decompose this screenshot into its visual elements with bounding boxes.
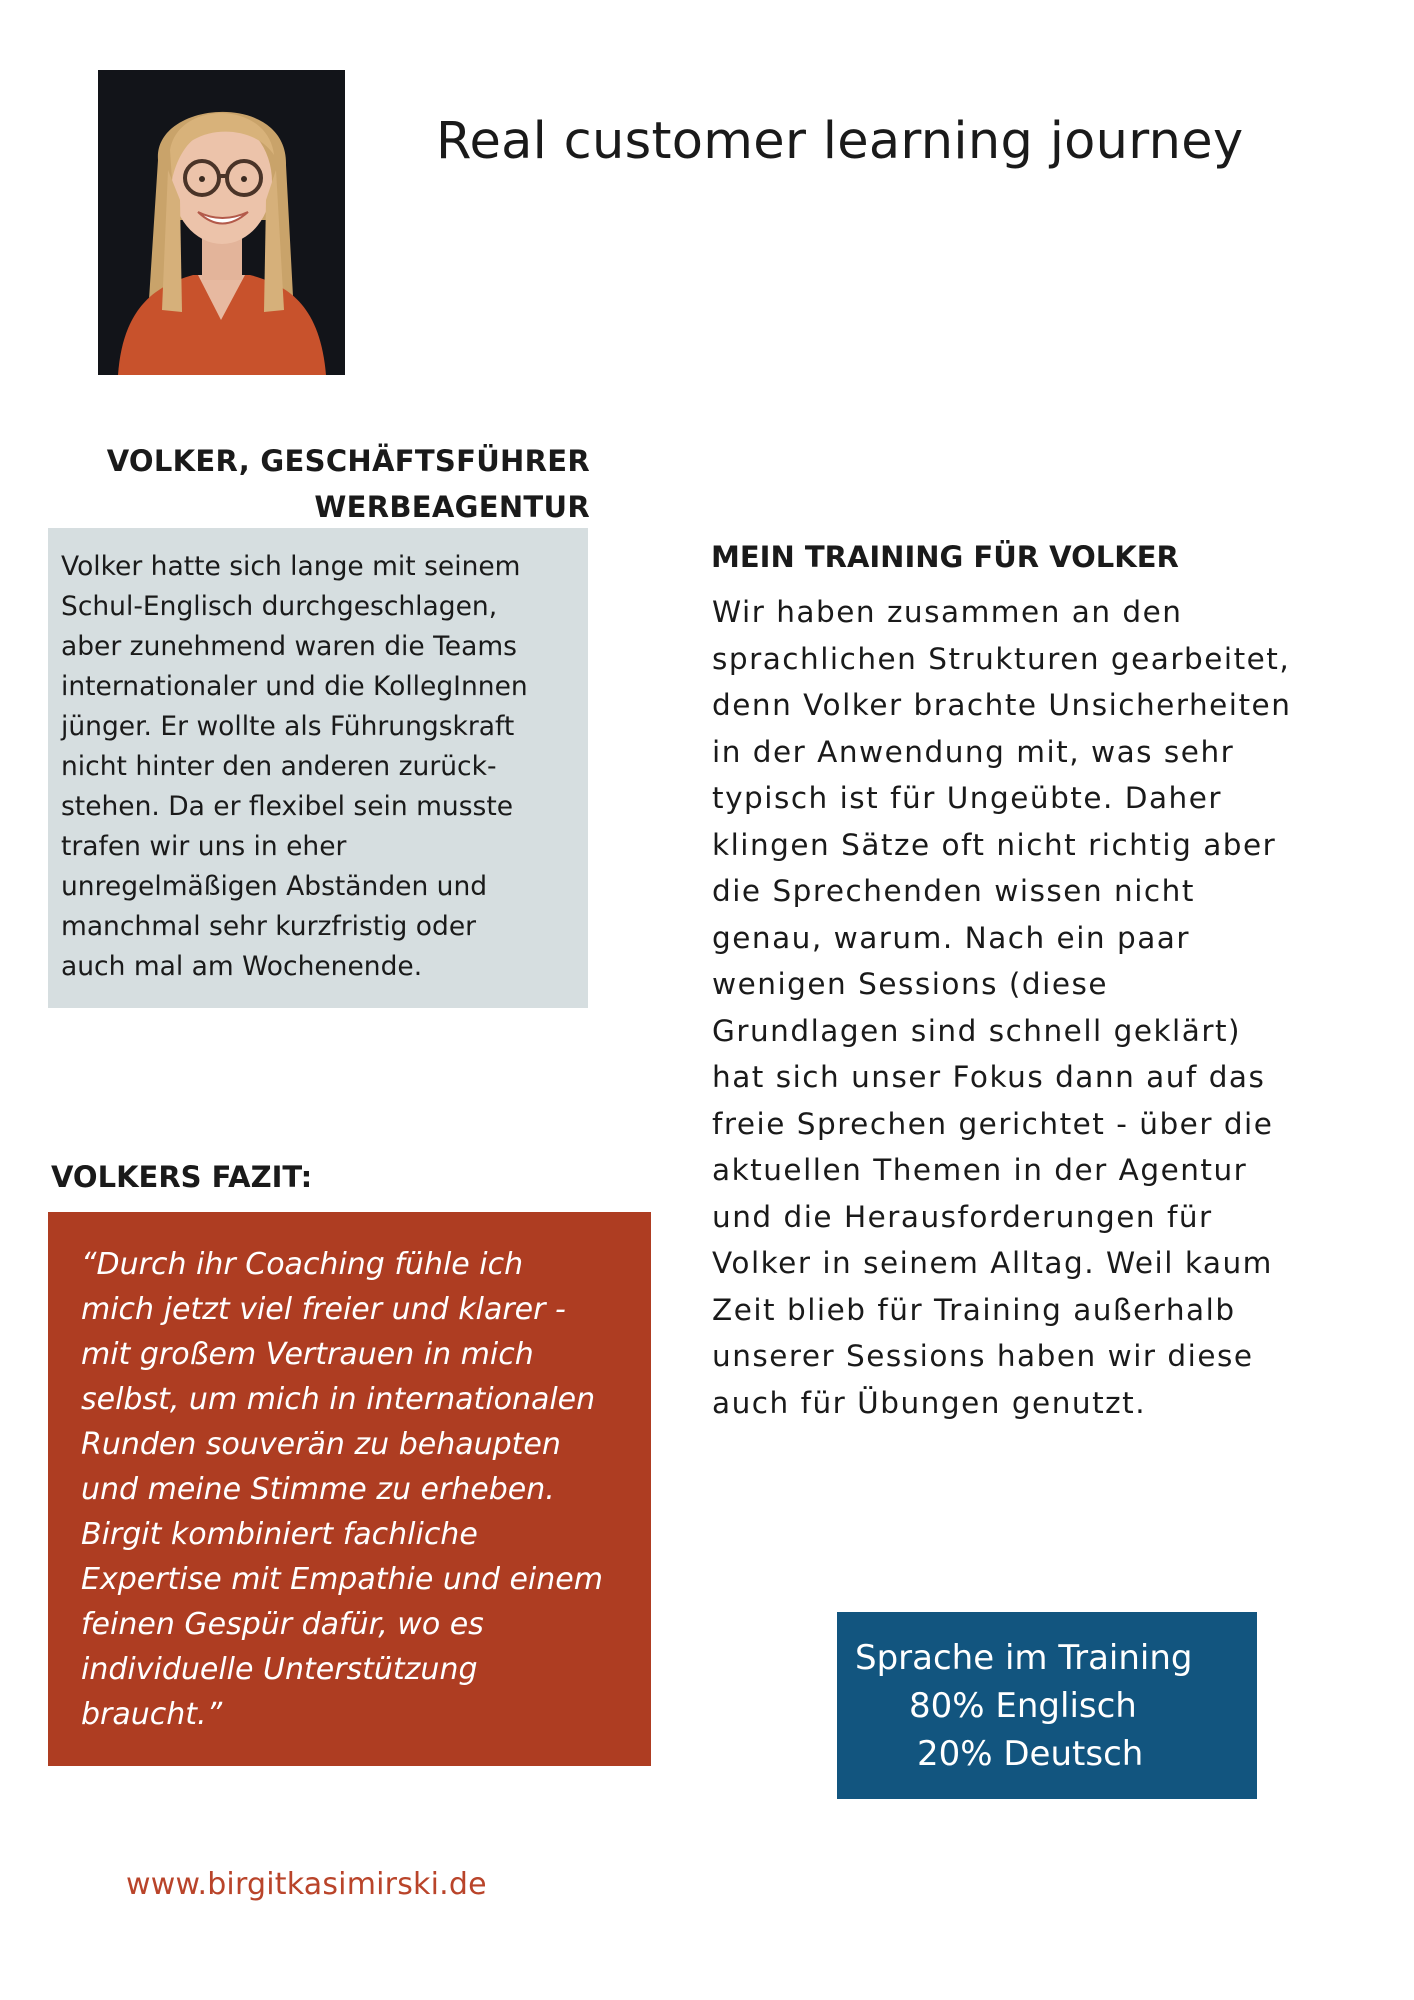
client-heading	[60, 438, 590, 530]
training-heading: MEIN TRAINING FÜR VOLKER	[711, 540, 1179, 574]
page-title: Real customer learning journey	[436, 112, 1244, 171]
portrait-photo	[98, 70, 345, 375]
language-german: 20% Deutsch	[917, 1734, 1144, 1774]
intro-text: Volker hatte sich lange mit seinem Schul-Englisch durchgeschlagen, aber zunehmend waren die Teams internationaler und die KollegInnen jünger. Er wollte als Führungskraft nicht hinter den anderen zurück- stehen. Da er flexibel sein musste trafen wir uns in eher unregelmäßigen Abständen und manchmal sehr kurzfristig oder auch mal am Wochenende.	[61, 551, 528, 982]
intro-box	[48, 528, 588, 1008]
quote-box	[48, 1212, 651, 1766]
fazit-heading: VOLKERS FAZIT:	[51, 1160, 313, 1194]
testimonial-quote: “Durch ihr Coaching fühle ich mich jetzt viel freier und klarer - mit großem Vertrauen in mich selbst, um mich in internationalen Runden souverän zu behaupten und meine Stimme zu erheben. Birgit kombiniert fachliche Expertise mit Empathie und einem feinen Gespür dafür, wo es individuelle Unterstützung braucht.”	[81, 1247, 603, 1732]
client-heading-line2: WERBEAGENTUR	[314, 490, 590, 524]
language-english: 80% Englisch	[909, 1686, 1137, 1726]
language-box	[837, 1612, 1257, 1799]
training-text: Wir haben zusammen an den sprachlichen Strukturen gearbeitet, denn Volker brachte Unsicherheiten in der Anwendung mit, was sehr typisch ist für Ungeübte. Daher klingen Sätze oft nicht richtig aber die Sprechenden wissen nicht genau, warum. Nach ein paar wenigen Sessions (diese Grundlagen sind schnell geklärt) hat sich unser Fokus dann auf das freie Sprechen gerichtet - über die aktuellen Themen in der Agentur und die Herausforderungen für Volker in seinem Alltag. Weil kaum Zeit blieb für Training außerhalb unserer Sessions haben wir diese auch für Übungen genutzt.	[712, 595, 1292, 1420]
website-link[interactable]: www.birgitkasimirski.de	[126, 1867, 487, 1902]
language-title: Sprache im Training	[855, 1638, 1193, 1678]
client-heading-line1: VOLKER, GESCHÄFTSFÜHRER	[106, 444, 590, 478]
